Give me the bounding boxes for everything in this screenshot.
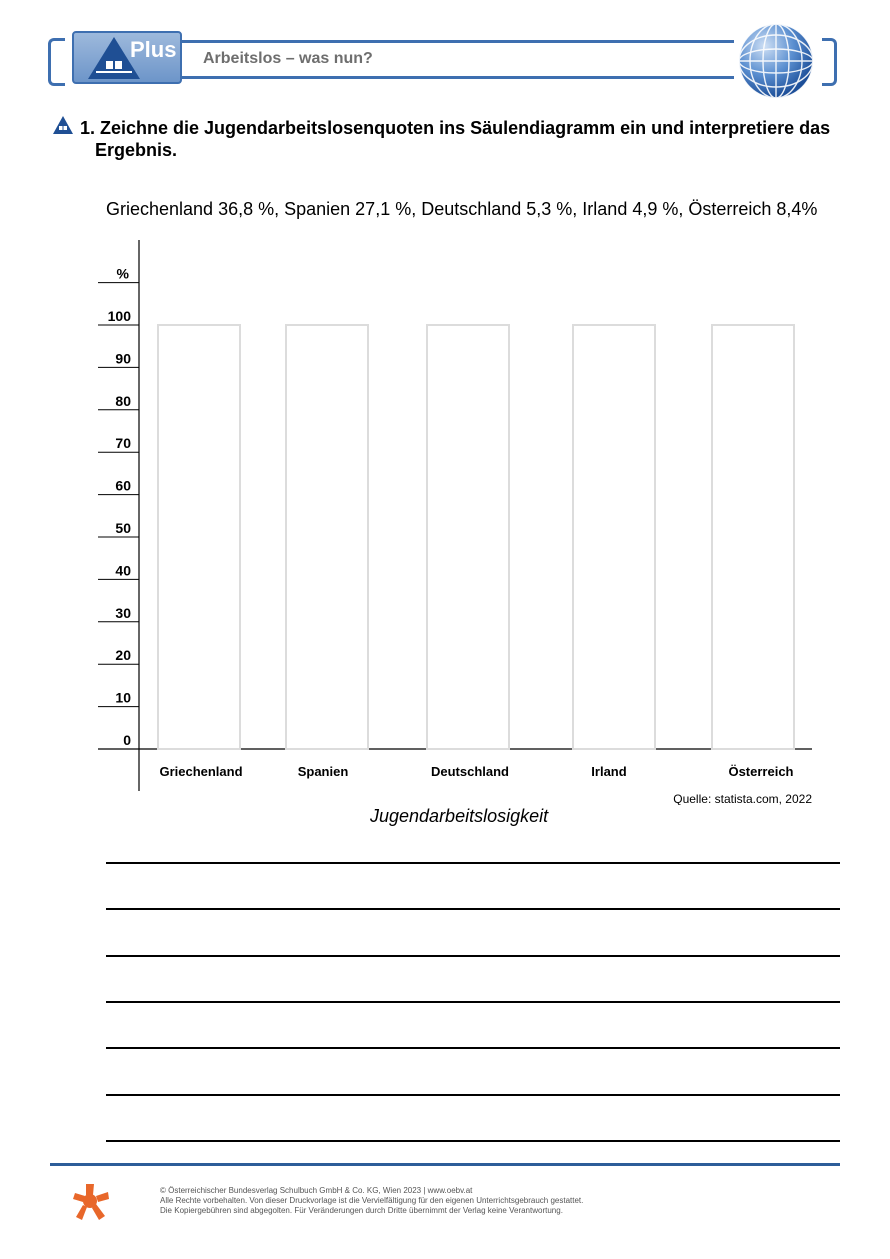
page-title: Arbeitslos – was nun? <box>203 50 373 67</box>
bar-frame <box>286 325 368 749</box>
y-tick-label: 0 <box>123 732 131 748</box>
x-tick-label: Deutschland <box>430 764 510 779</box>
answer-line-5[interactable] <box>106 1047 840 1049</box>
x-tick-label: Österreich <box>728 764 794 779</box>
header-rule-bottom <box>182 76 734 79</box>
y-tick-label: 40 <box>115 562 131 579</box>
answer-line-1[interactable] <box>106 862 840 864</box>
x-tick-label: Griechenland <box>159 764 243 779</box>
header-rule-top <box>182 40 734 43</box>
y-axis-label: % <box>116 265 129 282</box>
footer-line-3: Die Kopiergebühren sind abgegolten. Für Veränderungen durch Dritte übernimmt der Verlag keine Verantwortung. <box>160 1206 563 1215</box>
y-tick-label: 60 <box>115 477 131 494</box>
answer-line-3[interactable] <box>106 955 840 957</box>
bar-frame <box>573 325 655 749</box>
answer-line-6[interactable] <box>106 1094 840 1096</box>
y-tick-label: 70 <box>115 435 131 452</box>
globe-icon <box>736 22 816 100</box>
task-line-1: 1. Zeichne die Jugendarbeitslosenquoten ins Säulendiagramm ein und interpretiere das <box>80 118 831 138</box>
chart-title: Jugendarbeitslosigkeit <box>370 806 549 826</box>
bar-frame <box>427 325 509 749</box>
task-triangle-icon <box>53 116 73 134</box>
bar-chart <box>0 230 890 805</box>
footer-line-2: Alle Rechte vorbehalten. Von dieser Druckvorlage ist die Vervielfältigung für den eigenen Unterrichtsgebrauch gestattet. <box>160 1196 584 1205</box>
y-tick-label: 50 <box>115 520 131 536</box>
answer-line-2[interactable] <box>106 908 840 910</box>
chart-source: Quelle: statista.com, 2022 <box>673 792 812 805</box>
y-tick-label: 80 <box>115 392 131 409</box>
y-tick-label: 20 <box>115 647 131 664</box>
answer-line-7[interactable] <box>106 1140 840 1142</box>
header-bracket-right <box>822 38 837 86</box>
oebv-logo-icon <box>72 1182 110 1222</box>
header-bracket-left <box>48 38 65 86</box>
y-tick-label: 10 <box>115 689 131 706</box>
footer-line-1: © Österreichischer Bundesverlag Schulbuch GmbH & Co. KG, Wien 2023 | www.oebv.at <box>160 1186 473 1195</box>
y-tick-label: 90 <box>115 350 131 367</box>
x-tick-label: Irland <box>591 764 627 779</box>
footer-rule <box>50 1163 840 1166</box>
task-line-2: Ergebnis. <box>95 140 178 160</box>
y-tick-label: 100 <box>107 308 131 324</box>
values-text: Griechenland 36,8 %, Spanien 27,1 %, Deutschland 5,3 %, Irland 4,9 %, Österreich 8,4% <box>106 199 818 219</box>
task-instruction <box>80 117 850 161</box>
plus-logo-label: Plus <box>130 37 177 62</box>
y-tick-label: 30 <box>115 604 131 621</box>
footer-copyright <box>160 1186 583 1216</box>
answer-line-4[interactable] <box>106 1001 840 1003</box>
bar-frame <box>158 325 240 749</box>
bar-frame <box>712 325 794 749</box>
x-tick-label: Spanien <box>297 764 349 779</box>
